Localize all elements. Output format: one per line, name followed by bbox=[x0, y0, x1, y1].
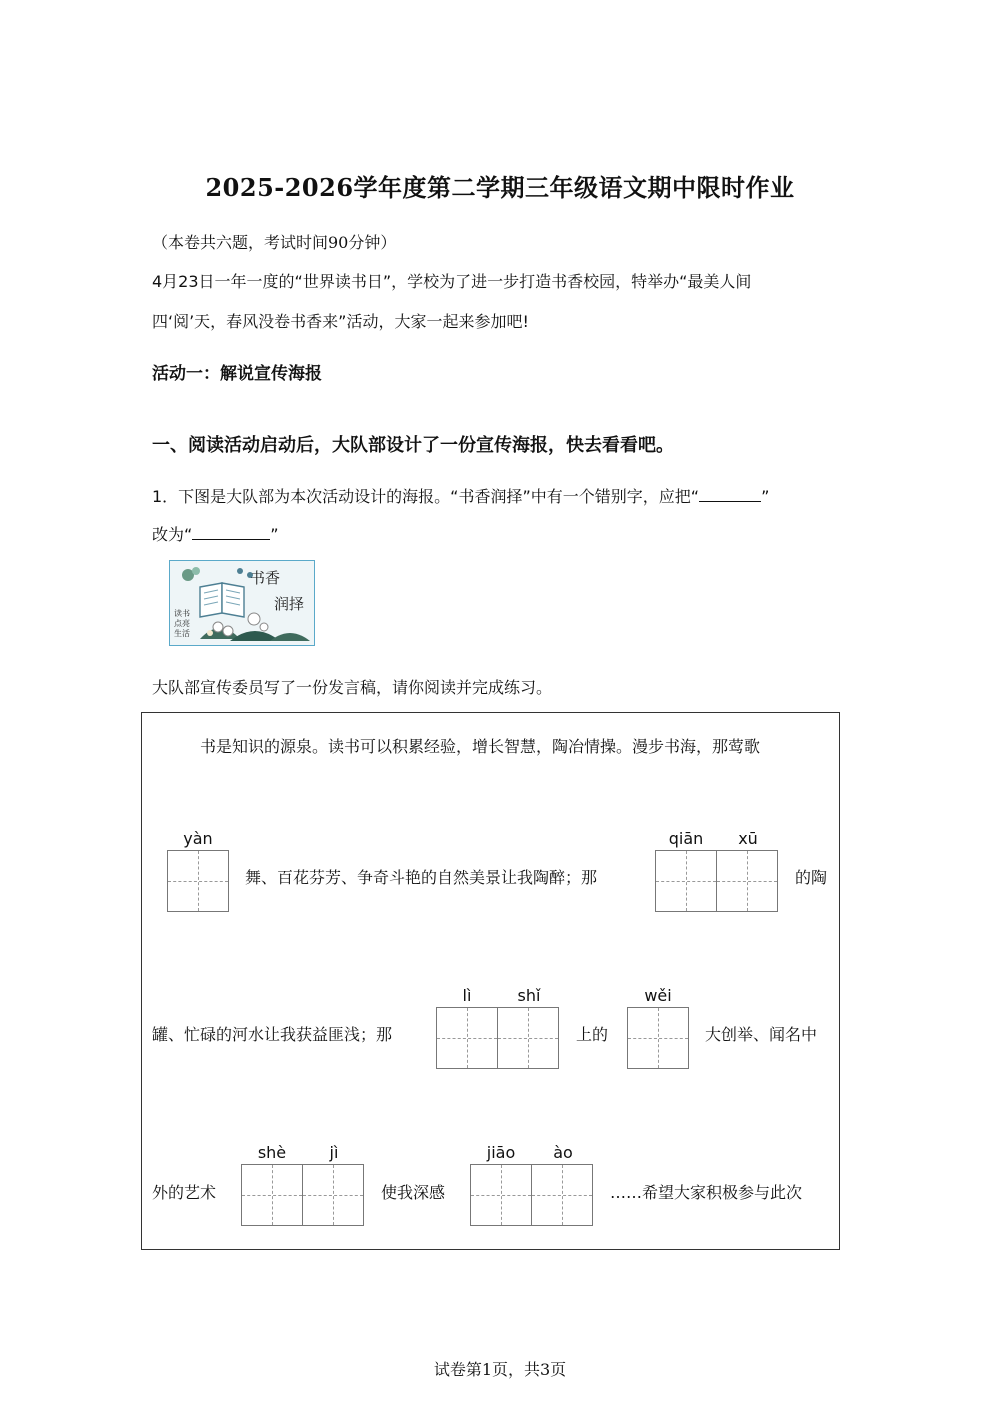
pinyin-yan: yàn bbox=[183, 829, 213, 848]
question-1-line-1 bbox=[152, 487, 769, 505]
tianzige-cell[interactable] bbox=[655, 850, 717, 912]
passage-line-2-end: 的陶 bbox=[795, 868, 828, 887]
section-heading: 一、阅读活动启动后，大队部设计了一份宣传海报，快去看看吧。 bbox=[152, 435, 674, 456]
pinyin-qian: qiān bbox=[668, 829, 704, 848]
pinyin-ji: jì bbox=[329, 1143, 339, 1162]
question-1-line-2 bbox=[152, 525, 279, 543]
pinyin-wei: wěi bbox=[644, 986, 672, 1005]
tianzige-jiaoao bbox=[470, 1164, 591, 1226]
poster-side-1: 读书 bbox=[174, 609, 190, 618]
speech-intro: 大队部宣传委员写了一份发言稿，请你阅读并完成练习。 bbox=[152, 678, 553, 697]
tianzige-sheji bbox=[241, 1164, 362, 1226]
activity-heading: 活动一：解说宣传海报 bbox=[152, 364, 322, 384]
poster-title-top: 书香 bbox=[250, 569, 281, 587]
passage-line-4-end: ……希望大家积极参与此次 bbox=[610, 1183, 803, 1202]
passage-line-3-end: 大创举、闻名中 bbox=[705, 1025, 818, 1044]
passage-line-3-start: 罐、忙碌的河水让我获益匪浅；那 bbox=[152, 1025, 393, 1044]
tianzige-wei bbox=[627, 1007, 688, 1069]
tianzige-yan bbox=[167, 850, 228, 912]
tianzige-cell[interactable] bbox=[241, 1164, 303, 1226]
pinyin-xu: xū bbox=[738, 829, 758, 848]
passage-line-4-start: 外的艺术 bbox=[152, 1183, 217, 1202]
tianzige-qianxu bbox=[655, 850, 776, 912]
intro-line-1: 4月23日一年一度的“世界读书日”，学校为了进一步打造书香校园，特举办“最美人间 bbox=[152, 272, 752, 291]
poster-side-3: 生活 bbox=[174, 629, 190, 638]
pinyin-shi: shǐ bbox=[517, 986, 541, 1005]
tianzige-cell[interactable] bbox=[531, 1164, 593, 1226]
tianzige-cell[interactable] bbox=[436, 1007, 498, 1069]
poster-title-bottom: 润择 bbox=[274, 595, 305, 613]
tianzige-lishi bbox=[436, 1007, 557, 1069]
passage-line-2-text: 舞、百花芬芳、争奇斗艳的自然美景让我陶醉；那 bbox=[245, 868, 598, 887]
answer-blank-2[interactable] bbox=[192, 525, 270, 540]
page-footer: 试卷第1页，共3页 bbox=[433, 1360, 567, 1379]
poster-image bbox=[169, 560, 315, 646]
intro-line-2: 四‘阅’天，春风没卷书香来”活动，大家一起来参加吧! bbox=[152, 312, 529, 331]
passage-line-3-mid: 上的 bbox=[576, 1025, 609, 1044]
tianzige-cell[interactable] bbox=[470, 1164, 532, 1226]
tianzige-cell[interactable] bbox=[716, 850, 778, 912]
tianzige-cell[interactable] bbox=[627, 1007, 689, 1069]
tianzige-cell[interactable] bbox=[167, 850, 229, 912]
pinyin-she: shè bbox=[257, 1143, 287, 1162]
poster-side-text bbox=[174, 609, 190, 639]
pinyin-jiao: jiāo bbox=[486, 1143, 516, 1162]
question-1-quote: ” bbox=[761, 487, 770, 506]
exam-note: （本卷共六题，考试时间90分钟） bbox=[152, 233, 397, 252]
pinyin-li: lì bbox=[462, 986, 472, 1005]
poster-side-2: 点亮 bbox=[174, 619, 190, 628]
page-title: 2025-2026学年度第二学期三年级语文期中限时作业 bbox=[205, 173, 795, 202]
question-1-text-2: 改为“ bbox=[152, 525, 193, 544]
passage-line-1: 书是知识的源泉。读书可以积累经验，增长智慧，陶冶情操。漫步书海，那莺歌 bbox=[200, 737, 761, 756]
question-1-text: 1．下图是大队部为本次活动设计的海报。“书香润择”中有一个错别字，应把“ bbox=[152, 487, 700, 506]
tianzige-cell[interactable] bbox=[302, 1164, 364, 1226]
pinyin-ao: ào bbox=[553, 1143, 573, 1162]
tianzige-cell[interactable] bbox=[497, 1007, 559, 1069]
passage-line-4-mid: 使我深感 bbox=[381, 1183, 446, 1202]
question-1-quote-2: ” bbox=[270, 525, 279, 544]
answer-blank-1[interactable] bbox=[699, 487, 761, 502]
